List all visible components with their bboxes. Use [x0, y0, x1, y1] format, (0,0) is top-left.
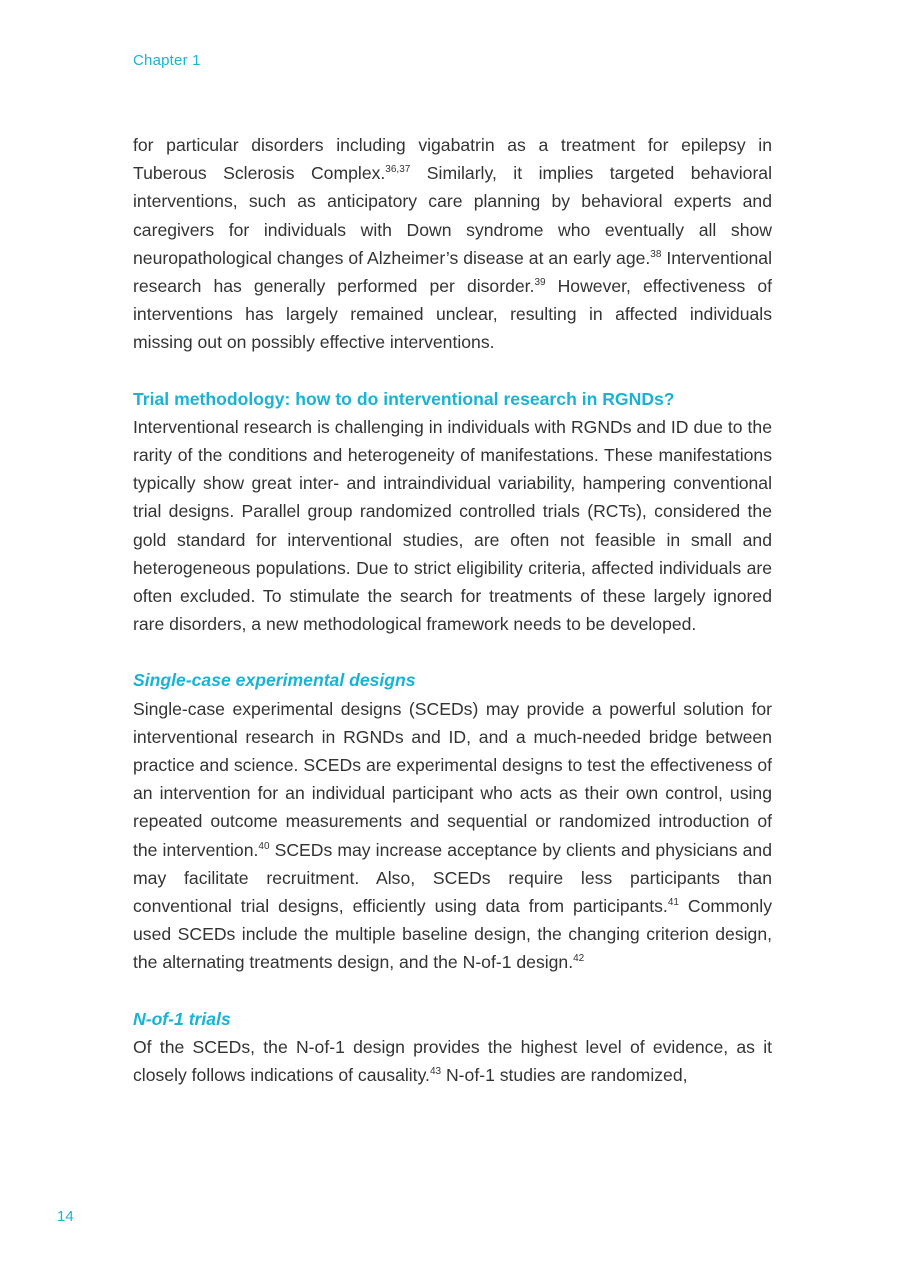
- citation: 39: [534, 277, 546, 289]
- subsection-heading-sced: Single-case experimental designs: [133, 670, 416, 691]
- citation: 43: [429, 1066, 442, 1078]
- page-content: [133, 131, 772, 1089]
- citation: 40: [258, 840, 270, 852]
- trial-methodology-paragraph: Interventional research is challenging in individuals with RGNDs and ID due to the rarity of the conditions and heterogeneity of manifestations. These manifestations typically show great inter- and intraindividual variability, hampering conventional trial designs. Parallel group randomized controlled trials (RCTs), considered the gold standard for interventional studies, are often not feasible in small and heterogeneous populations. Due to strict eligibility criteria, affected individuals are often excluded. To stimulate the search for treatments of these largely ignored rare disorders, a new methodological framework needs to be developed.: [133, 416, 772, 635]
- citation: 42: [573, 953, 585, 965]
- citation: 38: [650, 248, 662, 260]
- chapter-header: Chapter 1: [133, 52, 201, 69]
- sced-paragraph: Single-case experimental designs (SCEDs) may provide a powerful solution for interventional research in RGNDs and ID, and a much-needed bridge between practice and science. SCEDs are experimental designs to test the effectiveness of an intervention for an individual participant who acts as their own control, using repeated outcome measurements and sequential or randomized introduction of the intervention.$^{40}$ SCEDs may increase acceptance by clients and physicians and may facilitate recruitment. Also, SCEDs require less participants than conventional trial designs, efficiently using data from participants.$^{41}$ Commonly used SCEDs include the multiple baseline design, the changing criterion design, the alternating treatments design, and the N-of-1 design.$^{42}$: [133, 698, 772, 973]
- section-heading-trial-methodology: Trial methodology: how to do interventional research in RGNDs?: [133, 388, 675, 409]
- page-number: 14: [57, 1208, 74, 1225]
- citation: 36,37: [385, 164, 411, 176]
- intro-paragraph: for particular disorders including vigabatrin as a treatment for epilepsy in Tuberous Sclerosis Complex.$^{36,37}$ Similarly, it implies targeted behavioral interventions, such as anticipatory care planning by behavioral experts and caregivers for individuals with Down syndrome who eventually all show neuropathological changes of Alzheimer’s disease at an early age.$^{38}$ Interventional research has generally performed per disorder.$^{39}$ However, effectiveness of interventions has largely remained unclear, resulting in affected individuals missing out on possibly effective interventions.: [133, 135, 773, 353]
- subsection-heading-n-of-1: N-of-1 trials: [133, 1008, 231, 1029]
- n-of-1-paragraph: Of the SCEDs, the N-of-1 design provides the highest level of evidence, as it closely follows indications of causality.$^{43}$ N-of-1 studies are randomized,: [133, 1036, 772, 1086]
- citation: 41: [667, 897, 679, 909]
